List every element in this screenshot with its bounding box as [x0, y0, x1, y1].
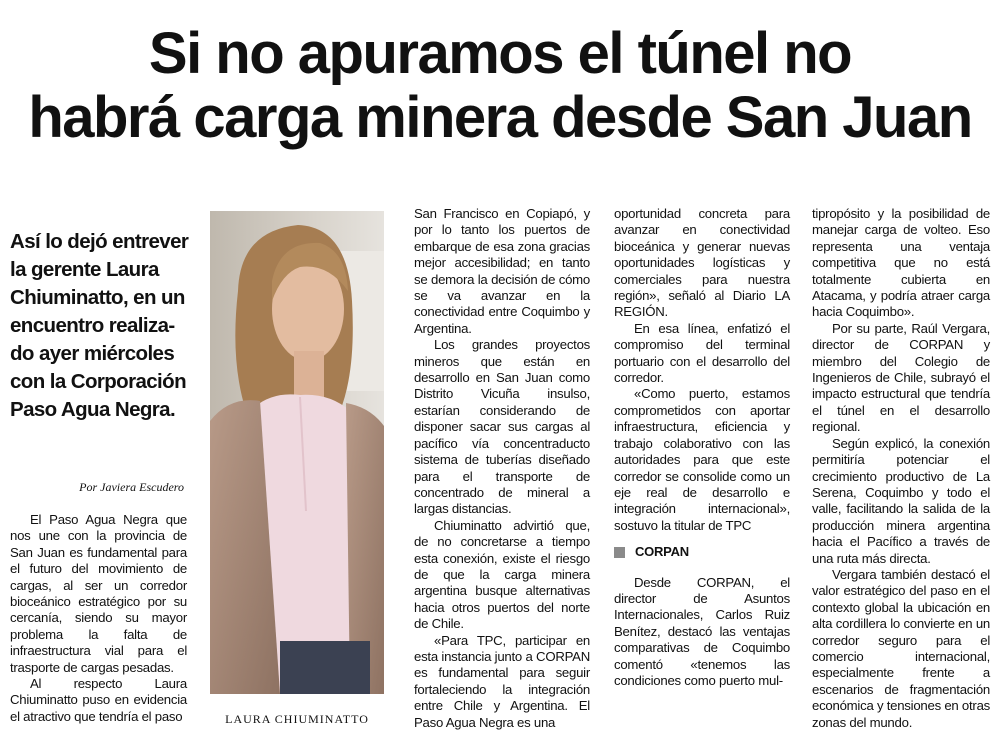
portrait-photo	[210, 211, 384, 694]
paragraph: San Francisco en Copiapó, y por lo tanto los puertos de embarque de esa zona gracias mejor accesibilidad; en tanto se demora la decisión de cómo se va avanzar en la conectividad entre Coquimbo y Argentina.	[414, 206, 590, 336]
byline: Por Javiera Escudero	[79, 480, 184, 494]
paragraph: Chiuminatto advirtió que, de no concretarse a tiempo esta conexión, existe el riesgo de que la carga minera argentina busque alternativas hacia otros puertos del norte de Chile.	[414, 517, 590, 632]
headline	[0, 22, 1000, 150]
paragraph: El Paso Agua Negra que nos une con la provincia de San Juan es fundamental para el futuro del movimiento de cargas, al ser un corredor bioceánico estratégico por su cercanía, siendo su mayor problema la falta de infraestructura vial para el trasporte de cargas pesadas.	[10, 512, 187, 675]
headline-line-2: habrá carga minera desde San Juan	[28, 85, 972, 150]
paragraph: «Como puerto, estamos comprometidos con aportar infraestructura, eficiencia y trabajo colaborativo con las autoridades para que este corredor se consolide como un eje real de desarrollo e integración internacional», sostuvo la titular de TPC	[614, 386, 790, 533]
lead-line: con la Corporación	[10, 370, 187, 393]
lead-paragraph	[10, 228, 190, 424]
paragraph: Según explicó, la conexión permitiría potenciar el crecimiento productivo de La Serena, Coquimbo y todo el valle, facilitando la salida de la producción minera argentina hacia el Pacífico a través de una ruta más directa.	[812, 435, 990, 566]
subhead-label: CORPAN	[635, 544, 689, 560]
lead-line: Chiuminatto, en un	[10, 286, 185, 309]
lead-line: Así lo dejó entrever	[10, 230, 189, 253]
paragraph: En esa línea, enfatizó el compromiso del terminal portuario con el desarrollo del corredor.	[614, 320, 790, 386]
paragraph: Por su parte, Raúl Vergara, director de CORPAN y miembro del Colegio de Ingenieros de Chile, subrayó el impacto estructural que tendría el túnel en el desarrollo regional.	[812, 320, 990, 435]
paragraph: oportunidad concreta para avanzar en conectividad bioceánica y generar nuevas oportunidades logísticas y comerciales para nuestra región», señaló al Diario LA REGIÓN.	[614, 206, 790, 320]
lead-line: do ayer miércoles	[10, 342, 175, 365]
paragraph: «Para TPC, participar en esta instancia junto a CORPAN es fundamental para seguir fortaleciendo la integración entre Chile y Argentina. El Paso Agua Negra es una	[414, 632, 590, 730]
section-subhead	[614, 544, 790, 560]
headline-line-1: Si no apuramos el túnel no	[148, 21, 852, 86]
lead-line: Paso Agua Negra.	[10, 398, 176, 421]
article-column-2	[414, 206, 590, 731]
square-bullet-icon	[614, 547, 625, 558]
paragraph: Desde CORPAN, el director de Asuntos Internacionales, Carlos Ruiz Benítez, destacó las ventajas comparativas de Coquimbo comentó «tenemos las condiciones como puerto mul-	[614, 574, 790, 688]
article-column-4	[812, 206, 990, 731]
article-column-3	[614, 206, 790, 689]
paragraph: Vergara también destacó el valor estratégico del paso en el contexto global la ubicación en alta cordillera lo convierte en un corredor seguro para el comercio internacional, especialmente frente a escenarios de fragmentación económica y tensiones en otras zonas del mundo.	[812, 566, 990, 730]
lead-line: encuentro realiza-	[10, 314, 175, 337]
paragraph: tipropósito y la posibilidad de manejar carga de volteo. Eso representa una ventaja competitiva que no está totalmente cubierta en Atacama, y podría atraer carga hacia Coquimbo».	[812, 206, 990, 320]
article-column-1	[10, 512, 187, 725]
lead-line: la gerente Laura	[10, 258, 159, 281]
paragraph: Los grandes proyectos mineros que están en desarrollo en San Juan como Distrito Vicuña insulso, estarían considerando de disponer sacar sus cargas al pacífico vía concentraducto sistema de tuberías diseñado para el transporte de concentrado de mineral a largas distancias.	[414, 337, 590, 517]
paragraph: Al respecto Laura Chiuminatto puso en evidencia el atractivo que tendría el paso	[10, 676, 187, 724]
photo-caption: LAURA CHIUMINATTO	[225, 712, 369, 726]
